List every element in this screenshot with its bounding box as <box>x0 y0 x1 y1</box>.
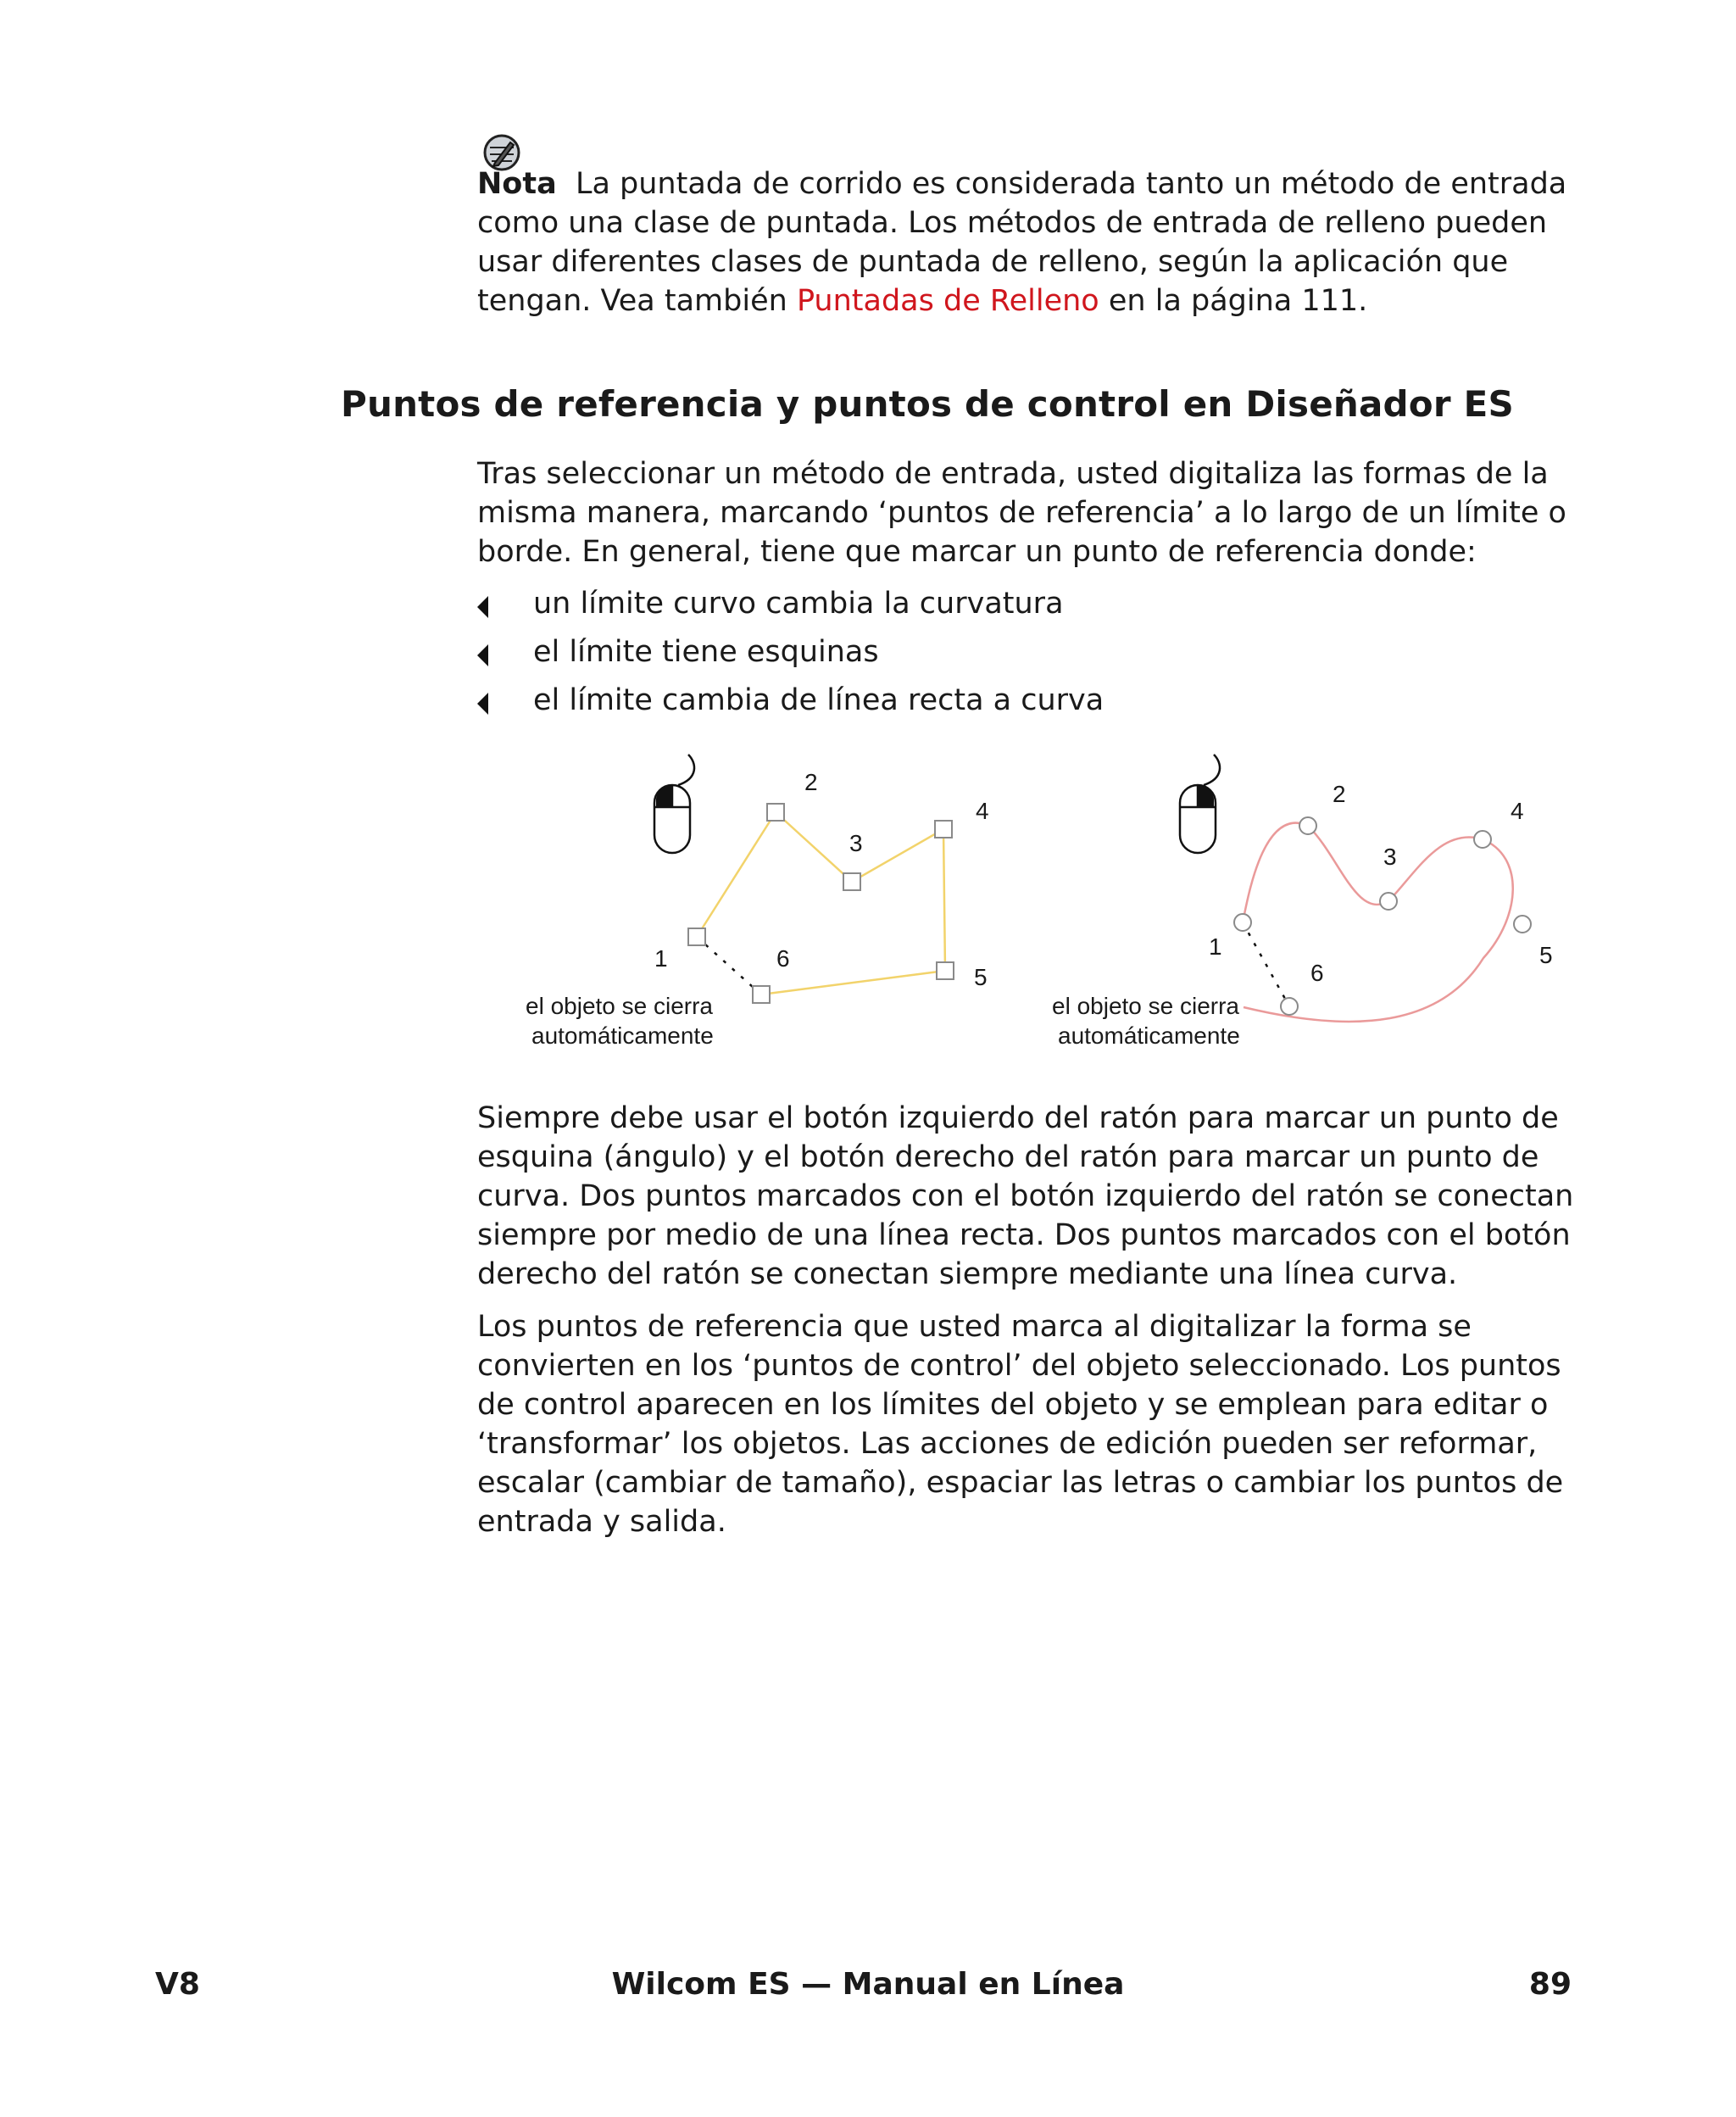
point-label: 4 <box>1511 798 1524 824</box>
bullet-text: un límite curvo cambia la curvatura <box>533 587 1064 621</box>
point-label: 5 <box>974 964 988 990</box>
point-label: 6 <box>776 945 790 972</box>
left-caption: automáticamente <box>531 1022 714 1049</box>
point-label: 1 <box>654 945 668 972</box>
point-label: 3 <box>1383 844 1397 870</box>
paragraph-text: Siempre debe usar el botón izquierdo del ratón para marcar un punto de esquina (ángulo) y el botón derecho del ratón para marcar un punto de curva. Dos puntos marcados con el botón izquierdo del ratón se conectan siempre por medio de una línea recta. Dos puntos marcados con el botón derecho del ratón se conectan siempre mediante una línea curva. <box>477 1101 1574 1291</box>
curve-point-marker <box>1474 831 1491 848</box>
intro-paragraph <box>477 454 1579 571</box>
intro-text: Tras seleccionar un método de entrada, usted digitaliza las formas de la misma manera, marcando ‘puntos de referencia’ a lo largo de un límite o borde. En general, tiene que marcar un punto de referencia donde: <box>477 457 1566 569</box>
left-straight-outline <box>697 812 945 994</box>
control-points-paragraph <box>477 1307 1579 1541</box>
list-item <box>477 587 1104 635</box>
note-text-end: en la página 111. <box>1108 284 1368 318</box>
corner-point-marker <box>753 986 770 1003</box>
point-label: 6 <box>1310 960 1324 986</box>
list-item <box>477 683 1104 732</box>
point-label: 5 <box>1539 942 1553 968</box>
curve-point-marker <box>1514 916 1531 933</box>
mouse-buttons-paragraph <box>477 1099 1579 1294</box>
left-caption: el objeto se cierra <box>526 993 714 1019</box>
paragraph-text: Los puntos de referencia que usted marca al digitalizar la forma se convierten en los ‘puntos de control’ del objeto seleccionado. Los puntos de control aparecen en los límites del objeto y se emplean para editar o ‘transformar’ los objetos. Las acciones de edición pueden ser reformar, escalar (cambiar de tamaño), espaciar las letras o cambiar los puntos de entrada y salida. <box>477 1310 1564 1539</box>
curve-point-marker <box>1380 893 1397 910</box>
left-closing-dashed-line <box>697 937 761 994</box>
right-caption: el objeto se cierra <box>1052 993 1240 1019</box>
point-label: 2 <box>804 769 818 795</box>
bullet-arrow-icon <box>477 592 533 626</box>
bullet-list <box>477 587 1104 732</box>
list-item <box>477 635 1104 683</box>
corner-point-marker <box>935 821 952 838</box>
corner-point-marker <box>767 804 784 821</box>
curve-point-marker <box>1281 998 1298 1015</box>
bullet-text: el límite tiene esquinas <box>533 635 879 669</box>
note-text: La puntada de corrido es considerada tanto un método de entrada como una clase de puntada. Los métodos de entrada de relleno pueden usar diferentes clases de puntada de relleno, según la aplicación que tengan. Vea también <box>477 167 1567 318</box>
digitizing-figure <box>509 746 1602 1060</box>
bullet-arrow-icon <box>477 688 533 722</box>
curve-point-marker <box>1299 817 1316 834</box>
bullet-text: el límite cambia de línea recta a curva <box>533 683 1104 717</box>
bullet-arrow-icon <box>477 640 533 674</box>
right-click-mouse-icon <box>1180 755 1220 853</box>
fill-stitches-link[interactable]: Puntadas de Relleno <box>796 284 1099 318</box>
note-label: Nota <box>477 167 557 201</box>
corner-point-marker <box>843 873 860 890</box>
point-label: 2 <box>1333 781 1346 807</box>
page-number: 89 <box>1528 1967 1572 2002</box>
note-block <box>477 164 1579 320</box>
right-closing-dashed-line <box>1243 922 1289 1006</box>
section-title: Puntos de referencia y puntos de control en Diseñador ES <box>341 383 1514 425</box>
point-label: 4 <box>976 798 989 824</box>
footer-title: Wilcom ES — Manual en Línea <box>611 1967 1125 2002</box>
footer-version: V8 <box>155 1967 200 2002</box>
point-label: 1 <box>1209 933 1222 960</box>
curve-point-marker <box>1234 914 1251 931</box>
right-curve-outline <box>1243 823 1513 1022</box>
point-label: 3 <box>849 830 863 856</box>
corner-point-marker <box>937 962 954 979</box>
left-click-mouse-icon <box>654 755 694 853</box>
right-caption: automáticamente <box>1058 1022 1240 1049</box>
corner-point-marker <box>688 928 705 945</box>
